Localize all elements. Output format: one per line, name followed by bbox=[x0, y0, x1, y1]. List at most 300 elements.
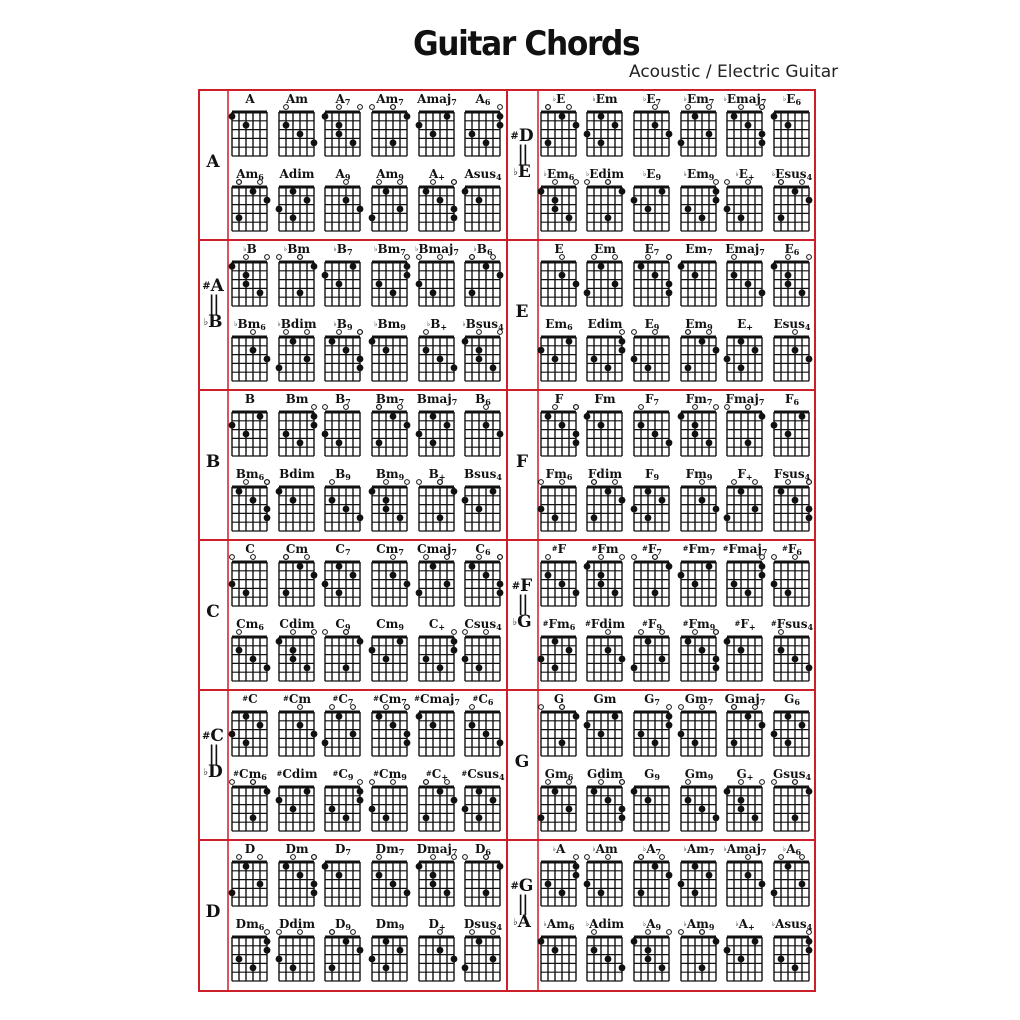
chord-name: F9 bbox=[644, 467, 660, 482]
chord-name: A7 bbox=[335, 92, 351, 107]
chord-name: Cm bbox=[285, 542, 309, 556]
finger-dot bbox=[752, 814, 759, 821]
finger-dot bbox=[645, 514, 652, 521]
finger-dot bbox=[357, 797, 364, 804]
finger-dot bbox=[666, 722, 673, 729]
finger-dot bbox=[404, 422, 411, 429]
finger-dot bbox=[759, 289, 766, 296]
chord-name: G bbox=[553, 692, 565, 706]
finger-dot bbox=[264, 506, 271, 513]
finger-dot bbox=[369, 338, 376, 345]
finger-dot bbox=[666, 713, 673, 720]
finger-dot bbox=[731, 113, 738, 120]
chord-name: Fm bbox=[594, 392, 616, 406]
finger-dot bbox=[343, 938, 350, 945]
finger-dot bbox=[713, 814, 720, 821]
finger-dot bbox=[685, 797, 692, 804]
finger-dot bbox=[376, 872, 383, 879]
chord-name: E6 bbox=[784, 242, 800, 257]
chord-name: Bsus4 bbox=[464, 467, 502, 482]
finger-dot bbox=[685, 638, 692, 645]
finger-dot bbox=[631, 938, 638, 945]
finger-dot bbox=[476, 506, 483, 513]
finger-dot bbox=[451, 638, 458, 645]
finger-dot bbox=[311, 881, 318, 888]
finger-dot bbox=[430, 289, 437, 296]
chord-name: A9 bbox=[335, 167, 351, 182]
finger-dot bbox=[612, 589, 619, 596]
chord-name: Am7 bbox=[376, 92, 404, 107]
finger-dot bbox=[451, 214, 458, 221]
finger-dot bbox=[383, 188, 390, 195]
finger-dot bbox=[573, 281, 580, 288]
finger-dot bbox=[250, 497, 257, 504]
finger-dot bbox=[322, 581, 329, 588]
chord-name: Am6 bbox=[236, 167, 264, 182]
finger-dot bbox=[404, 739, 411, 746]
finger-dot bbox=[243, 281, 250, 288]
finger-dot bbox=[497, 589, 504, 596]
finger-dot bbox=[250, 347, 257, 354]
open-string-marker bbox=[237, 855, 242, 860]
chord-name: Edim bbox=[587, 317, 623, 331]
finger-dot bbox=[243, 713, 250, 720]
finger-dot bbox=[343, 197, 350, 204]
finger-dot bbox=[778, 647, 785, 654]
chord-name: D bbox=[244, 842, 256, 856]
finger-dot bbox=[383, 497, 390, 504]
finger-dot bbox=[605, 214, 612, 221]
finger-dot bbox=[745, 589, 752, 596]
finger-dot bbox=[430, 439, 437, 446]
finger-dot bbox=[799, 289, 806, 296]
chord-name: #Cmaj7 bbox=[414, 692, 460, 707]
finger-dot bbox=[678, 731, 685, 738]
finger-dot bbox=[304, 356, 311, 363]
open-string-marker bbox=[230, 555, 235, 560]
chord-name: G6 bbox=[784, 692, 800, 707]
finger-dot bbox=[738, 488, 745, 495]
finger-dot bbox=[497, 863, 504, 870]
finger-dot bbox=[598, 889, 605, 896]
finger-dot bbox=[444, 581, 451, 588]
finger-dot bbox=[483, 422, 490, 429]
chord-name: ♭E7 bbox=[642, 92, 662, 107]
finger-dot bbox=[752, 347, 759, 354]
chord-name: C6 bbox=[475, 542, 491, 557]
finger-dot bbox=[806, 356, 813, 363]
finger-dot bbox=[538, 656, 545, 663]
finger-dot bbox=[785, 272, 792, 279]
chord-name: D+ bbox=[428, 917, 446, 932]
chord-name: ♭B bbox=[243, 242, 257, 256]
finger-dot bbox=[545, 881, 552, 888]
finger-dot bbox=[437, 788, 444, 795]
finger-dot bbox=[759, 572, 766, 579]
finger-dot bbox=[264, 514, 271, 521]
chord-name: A+ bbox=[428, 167, 445, 182]
chord-name: Emaj7 bbox=[725, 242, 765, 257]
finger-dot bbox=[566, 214, 573, 221]
finger-dot bbox=[404, 731, 411, 738]
open-string-marker bbox=[574, 855, 579, 860]
finger-dot bbox=[437, 514, 444, 521]
finger-dot bbox=[336, 131, 343, 138]
finger-dot bbox=[724, 947, 731, 954]
chord-name: ♭Esus4 bbox=[771, 167, 813, 182]
chord-name: #Cm bbox=[282, 692, 312, 706]
finger-dot bbox=[322, 863, 329, 870]
chord-name: Bm bbox=[285, 392, 309, 406]
finger-dot bbox=[619, 814, 626, 821]
chord-name: #Cm6 bbox=[233, 767, 267, 782]
chord-name: ♭Bm bbox=[283, 242, 311, 256]
finger-dot bbox=[229, 113, 236, 120]
finger-dot bbox=[290, 497, 297, 504]
finger-dot bbox=[283, 863, 290, 870]
chord-name: ♭A9 bbox=[642, 917, 662, 932]
finger-dot bbox=[598, 731, 605, 738]
chord-name: Cm9 bbox=[376, 617, 404, 632]
open-string-marker bbox=[546, 105, 551, 110]
finger-dot bbox=[771, 889, 778, 896]
finger-dot bbox=[591, 788, 598, 795]
finger-dot bbox=[497, 272, 504, 279]
finger-dot bbox=[713, 938, 720, 945]
finger-dot bbox=[605, 797, 612, 804]
chord-name: Amaj7 bbox=[417, 92, 457, 107]
finger-dot bbox=[706, 131, 713, 138]
finger-dot bbox=[713, 506, 720, 513]
finger-dot bbox=[745, 439, 752, 446]
finger-dot bbox=[336, 281, 343, 288]
finger-dot bbox=[692, 581, 699, 588]
finger-dot bbox=[799, 722, 806, 729]
finger-dot bbox=[304, 197, 311, 204]
finger-dot bbox=[771, 422, 778, 429]
finger-dot bbox=[311, 422, 318, 429]
finger-dot bbox=[706, 439, 713, 446]
finger-dot bbox=[552, 664, 559, 671]
chord-name: Gmaj7 bbox=[724, 692, 766, 707]
chord-name: #F+ bbox=[734, 617, 756, 632]
finger-dot bbox=[497, 122, 504, 129]
finger-dot bbox=[759, 413, 766, 420]
chord-name: ♭Bdim bbox=[277, 317, 317, 331]
chord-name: Dm9 bbox=[375, 917, 405, 932]
finger-dot bbox=[538, 188, 545, 195]
finger-dot bbox=[304, 664, 311, 671]
finger-dot bbox=[778, 956, 785, 963]
finger-dot bbox=[785, 713, 792, 720]
finger-dot bbox=[713, 188, 720, 195]
chord-name: #Cm7 bbox=[373, 692, 407, 707]
finger-dot bbox=[566, 806, 573, 813]
finger-dot bbox=[731, 739, 738, 746]
finger-dot bbox=[792, 814, 799, 821]
finger-dot bbox=[738, 806, 745, 813]
finger-dot bbox=[416, 713, 423, 720]
finger-dot bbox=[243, 739, 250, 746]
finger-dot bbox=[666, 289, 673, 296]
chord-name: B6 bbox=[475, 392, 491, 407]
finger-dot bbox=[430, 413, 437, 420]
finger-dot bbox=[591, 356, 598, 363]
finger-dot bbox=[423, 347, 430, 354]
finger-dot bbox=[619, 338, 626, 345]
chord-name: ♭Am7 bbox=[683, 842, 715, 857]
finger-dot bbox=[476, 788, 483, 795]
chord-name: #C6 bbox=[472, 692, 494, 707]
chord-name: ♭E9 bbox=[642, 167, 662, 182]
finger-dot bbox=[745, 713, 752, 720]
finger-dot bbox=[806, 506, 813, 513]
finger-dot bbox=[605, 364, 612, 371]
finger-dot bbox=[678, 413, 685, 420]
finger-dot bbox=[598, 572, 605, 579]
chord-name: Bm9 bbox=[375, 467, 405, 482]
finger-dot bbox=[250, 964, 257, 971]
finger-dot bbox=[552, 638, 559, 645]
finger-dot bbox=[490, 797, 497, 804]
chord-name: Gm9 bbox=[684, 767, 714, 782]
chord-name: Dmaj7 bbox=[416, 842, 458, 857]
finger-dot bbox=[552, 788, 559, 795]
finger-dot bbox=[397, 638, 404, 645]
finger-dot bbox=[451, 206, 458, 213]
finger-dot bbox=[336, 439, 343, 446]
finger-dot bbox=[311, 572, 318, 579]
finger-dot bbox=[591, 947, 598, 954]
finger-dot bbox=[229, 422, 236, 429]
section-label: #D || ♭E bbox=[510, 126, 534, 182]
finger-dot bbox=[806, 938, 813, 945]
finger-dot bbox=[430, 881, 437, 888]
finger-dot bbox=[559, 272, 566, 279]
chord-name: ♭A6 bbox=[782, 842, 802, 857]
chord-name: Gm6 bbox=[544, 767, 574, 782]
finger-dot bbox=[243, 431, 250, 438]
finger-dot bbox=[631, 788, 638, 795]
chord-name: Gsus4 bbox=[772, 767, 812, 782]
finger-dot bbox=[645, 364, 652, 371]
finger-dot bbox=[552, 197, 559, 204]
finger-dot bbox=[336, 872, 343, 879]
finger-dot bbox=[290, 338, 297, 345]
finger-dot bbox=[692, 431, 699, 438]
finger-dot bbox=[598, 113, 605, 120]
finger-dot bbox=[369, 647, 376, 654]
finger-dot bbox=[559, 113, 566, 120]
finger-dot bbox=[290, 656, 297, 663]
finger-dot bbox=[336, 122, 343, 129]
finger-dot bbox=[229, 263, 236, 270]
finger-dot bbox=[799, 881, 806, 888]
finger-dot bbox=[329, 964, 336, 971]
finger-dot bbox=[297, 563, 304, 570]
finger-dot bbox=[652, 272, 659, 279]
finger-dot bbox=[759, 131, 766, 138]
finger-dot bbox=[444, 422, 451, 429]
open-string-marker bbox=[539, 705, 544, 710]
finger-dot bbox=[699, 338, 706, 345]
finger-dot bbox=[745, 281, 752, 288]
finger-dot bbox=[416, 281, 423, 288]
finger-dot bbox=[619, 188, 626, 195]
chord-name: G9 bbox=[644, 767, 660, 782]
finger-dot bbox=[476, 814, 483, 821]
finger-dot bbox=[369, 806, 376, 813]
chord-name: #C9 bbox=[332, 767, 354, 782]
finger-dot bbox=[416, 431, 423, 438]
chord-name: E+ bbox=[737, 317, 753, 332]
finger-dot bbox=[573, 589, 580, 596]
chord-name: #Csus4 bbox=[461, 767, 505, 782]
finger-dot bbox=[573, 713, 580, 720]
chord-name: #Fsus4 bbox=[770, 617, 814, 632]
finger-dot bbox=[566, 338, 573, 345]
finger-dot bbox=[322, 272, 329, 279]
finger-dot bbox=[792, 964, 799, 971]
finger-dot bbox=[311, 139, 318, 146]
finger-dot bbox=[559, 581, 566, 588]
finger-dot bbox=[390, 139, 397, 146]
finger-dot bbox=[552, 206, 559, 213]
chord-name: F+ bbox=[737, 467, 753, 482]
finger-dot bbox=[264, 197, 271, 204]
finger-dot bbox=[778, 488, 785, 495]
finger-dot bbox=[357, 206, 364, 213]
chord-name: ♭A+ bbox=[735, 917, 755, 932]
finger-dot bbox=[383, 506, 390, 513]
finger-dot bbox=[404, 263, 411, 270]
finger-dot bbox=[545, 413, 552, 420]
finger-dot bbox=[612, 122, 619, 129]
finger-dot bbox=[559, 889, 566, 896]
finger-dot bbox=[462, 188, 469, 195]
finger-dot bbox=[598, 422, 605, 429]
finger-dot bbox=[283, 431, 290, 438]
chord-name: ♭Am9 bbox=[683, 917, 715, 932]
finger-dot bbox=[806, 664, 813, 671]
finger-dot bbox=[476, 197, 483, 204]
chord-name: Em bbox=[594, 242, 616, 256]
finger-dot bbox=[731, 581, 738, 588]
chord-name: ♭B7 bbox=[333, 242, 353, 257]
finger-dot bbox=[357, 638, 364, 645]
finger-dot bbox=[645, 956, 652, 963]
section-label: C bbox=[206, 602, 220, 622]
finger-dot bbox=[276, 956, 283, 963]
finger-dot bbox=[785, 122, 792, 129]
finger-dot bbox=[423, 814, 430, 821]
chord-name: #Fm7 bbox=[682, 542, 716, 557]
finger-dot bbox=[699, 806, 706, 813]
finger-dot bbox=[631, 664, 638, 671]
finger-dot bbox=[357, 514, 364, 521]
finger-dot bbox=[631, 197, 638, 204]
finger-dot bbox=[771, 731, 778, 738]
finger-dot bbox=[785, 739, 792, 746]
chord-name: ♭A bbox=[552, 842, 566, 856]
finger-dot bbox=[336, 563, 343, 570]
finger-dot bbox=[759, 139, 766, 146]
finger-dot bbox=[276, 638, 283, 645]
finger-dot bbox=[430, 872, 437, 879]
chord-name: ♭Edim bbox=[585, 167, 625, 181]
chord-name: Adim bbox=[279, 167, 315, 181]
chord-name: ♭B+ bbox=[426, 317, 448, 332]
finger-dot bbox=[584, 881, 591, 888]
section-label: #C || ♭D bbox=[202, 726, 224, 782]
finger-dot bbox=[390, 572, 397, 579]
finger-dot bbox=[469, 563, 476, 570]
finger-dot bbox=[490, 956, 497, 963]
finger-dot bbox=[430, 563, 437, 570]
finger-dot bbox=[416, 589, 423, 596]
finger-dot bbox=[390, 881, 397, 888]
open-string-marker bbox=[546, 555, 551, 560]
finger-dot bbox=[423, 188, 430, 195]
finger-dot bbox=[724, 638, 731, 645]
open-string-marker bbox=[574, 405, 579, 410]
finger-dot bbox=[538, 347, 545, 354]
finger-dot bbox=[350, 139, 357, 146]
finger-dot bbox=[336, 713, 343, 720]
finger-dot bbox=[483, 139, 490, 146]
finger-dot bbox=[771, 263, 778, 270]
finger-dot bbox=[652, 589, 659, 596]
finger-dot bbox=[699, 497, 706, 504]
finger-dot bbox=[659, 656, 666, 663]
chord-name: Gm7 bbox=[684, 692, 714, 707]
finger-dot bbox=[619, 806, 626, 813]
finger-dot bbox=[476, 347, 483, 354]
chord-name: F bbox=[554, 392, 564, 406]
chord-name: #Fm6 bbox=[542, 617, 576, 632]
section-label: #A || ♭B bbox=[202, 276, 224, 332]
chord-name: ♭B9 bbox=[333, 317, 353, 332]
chord-name: D9 bbox=[335, 917, 351, 932]
chord-name: ♭B6 bbox=[473, 242, 493, 257]
finger-dot bbox=[444, 889, 451, 896]
finger-dot bbox=[584, 563, 591, 570]
finger-dot bbox=[451, 488, 458, 495]
chord-name: #Cm9 bbox=[373, 767, 407, 782]
finger-dot bbox=[297, 872, 304, 879]
finger-dot bbox=[376, 713, 383, 720]
finger-dot bbox=[666, 131, 673, 138]
finger-dot bbox=[678, 881, 685, 888]
finger-dot bbox=[738, 364, 745, 371]
finger-dot bbox=[752, 506, 759, 513]
finger-dot bbox=[343, 664, 350, 671]
chord-name: E bbox=[554, 242, 564, 256]
finger-dot bbox=[738, 647, 745, 654]
chord-name: A6 bbox=[475, 92, 491, 107]
finger-dot bbox=[713, 664, 720, 671]
finger-dot bbox=[638, 422, 645, 429]
chord-name: #C bbox=[242, 692, 258, 706]
finger-dot bbox=[738, 214, 745, 221]
finger-dot bbox=[390, 289, 397, 296]
chord-name: #Fdim bbox=[584, 617, 626, 631]
finger-dot bbox=[806, 788, 813, 795]
finger-dot bbox=[236, 214, 243, 221]
finger-dot bbox=[584, 413, 591, 420]
finger-dot bbox=[584, 131, 591, 138]
finger-dot bbox=[605, 647, 612, 654]
